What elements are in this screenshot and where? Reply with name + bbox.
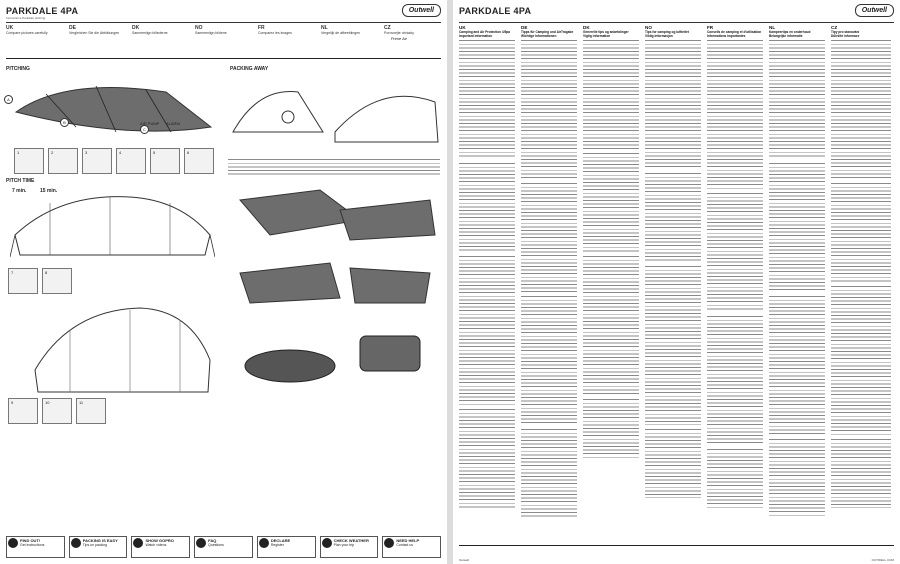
callout-number: A <box>4 95 13 104</box>
lang-cell: CZ Porovnejte obrázky <box>384 25 414 36</box>
doc-title: PARKDALE 4PA <box>6 6 79 16</box>
time-label: 7 min. <box>12 188 27 194</box>
packing-illustration-2 <box>330 72 442 152</box>
step-10: 10 <box>42 398 72 424</box>
divider <box>6 58 441 59</box>
tent-side-illustration <box>30 300 215 400</box>
language-row <box>6 26 441 56</box>
badge-icon <box>259 538 269 548</box>
lang-cell: NL Vergelijk de afbeeldingen <box>321 25 361 36</box>
text-column-no: NO Tips for camping og luftteltet Viktig informasjon <box>645 26 701 536</box>
step-3: 3 <box>82 148 112 174</box>
footer-badges <box>6 536 441 558</box>
badge[interactable]: FIND OUT! Get instructions <box>6 536 65 558</box>
doc-subtitle: Instructions Parkdale pitching <box>6 16 46 20</box>
brand-logo: Outwell <box>402 4 441 17</box>
step-5: 5 <box>150 148 180 174</box>
step-2: 2 <box>48 148 78 174</box>
step-9: 9 <box>8 398 38 424</box>
packing-illustration-5 <box>230 316 440 396</box>
lang-cell: DE Vergleichen Sie die Abbildungen <box>69 25 120 36</box>
alarm-label: ALARM <box>166 121 180 126</box>
section-pitch-time-title: PITCH TIME <box>6 178 35 184</box>
badge[interactable]: NEED HELP Contact us <box>382 536 441 558</box>
text-column-dk: DK Generelle tips og anbefalinger Vigtig information <box>583 26 639 536</box>
badge[interactable]: PACKING IS EASY Tips on packing <box>69 536 128 558</box>
step-7: 7 <box>8 268 38 294</box>
instruction-sheet-left <box>0 0 447 564</box>
packing-illustration-4 <box>230 248 440 313</box>
badge-icon <box>133 538 143 548</box>
tent-pitched-illustration <box>10 185 215 265</box>
text-column-de: DE Tipps für Camping und AirTragabe Wichtige Informationen <box>521 26 577 536</box>
packing-illustration-1 <box>228 72 328 152</box>
header <box>6 4 441 23</box>
callout-number: C <box>140 125 149 134</box>
section-packing-away-title: PACKING AWAY <box>230 66 269 72</box>
badge-icon <box>8 538 18 548</box>
air-pump-label: AIR PUMP <box>140 121 160 126</box>
lang-cell: NO Sammenlign bildene <box>195 25 227 36</box>
text-column-cz: CZ Tipy pro stanování Důležité informace <box>831 26 891 536</box>
model-label: Prime Air <box>390 36 407 41</box>
badge[interactable]: DECLARE Register <box>257 536 316 558</box>
badge[interactable]: SHOW GOPRO Watch videos <box>131 536 190 558</box>
badge-icon <box>71 538 81 548</box>
badge[interactable]: CHECK WEATHER Plan your trip <box>320 536 379 558</box>
badge-icon <box>384 538 394 548</box>
text-column-nl: NL Kampeertips en onderhoud Belangrijke informatie <box>769 26 825 536</box>
badge-icon <box>322 538 332 548</box>
badge-icon <box>196 538 206 548</box>
divider <box>459 545 894 546</box>
step-11: 11 <box>76 398 106 424</box>
footer-url: OUTWELL.COM <box>871 558 894 562</box>
section-pitching-title: PITCHING <box>6 66 30 72</box>
packing-text <box>228 158 440 176</box>
step-8: 8 <box>42 268 72 294</box>
header <box>459 4 894 23</box>
time-label: 15 min. <box>40 188 58 194</box>
lang-cell: UK Compare pictures carefully <box>6 25 48 36</box>
step-4: 4 <box>116 148 146 174</box>
instruction-sheet-right <box>453 0 900 564</box>
lang-cell: DK Sammenlign billederne <box>132 25 168 36</box>
brand-logo: Outwell <box>855 4 894 17</box>
callout-number: B <box>60 118 69 127</box>
footer-brand: Outwell <box>459 558 470 562</box>
lang-cell: FR Comparez les images <box>258 25 292 36</box>
step-1: 1 <box>14 148 44 174</box>
step-6: 6 <box>184 148 214 174</box>
text-column-fr: FR Conseils de camping et d'utilisation Informations importantes <box>707 26 763 536</box>
footer <box>459 558 894 562</box>
packing-illustration-3 <box>230 180 440 245</box>
badge[interactable]: FAQ Questions <box>194 536 253 558</box>
text-column-uk: UK Camping and Air Protection 4/5pa Important information <box>459 26 515 536</box>
doc-title: PARKDALE 4PA <box>459 6 532 16</box>
pitching-illustration <box>6 72 221 142</box>
